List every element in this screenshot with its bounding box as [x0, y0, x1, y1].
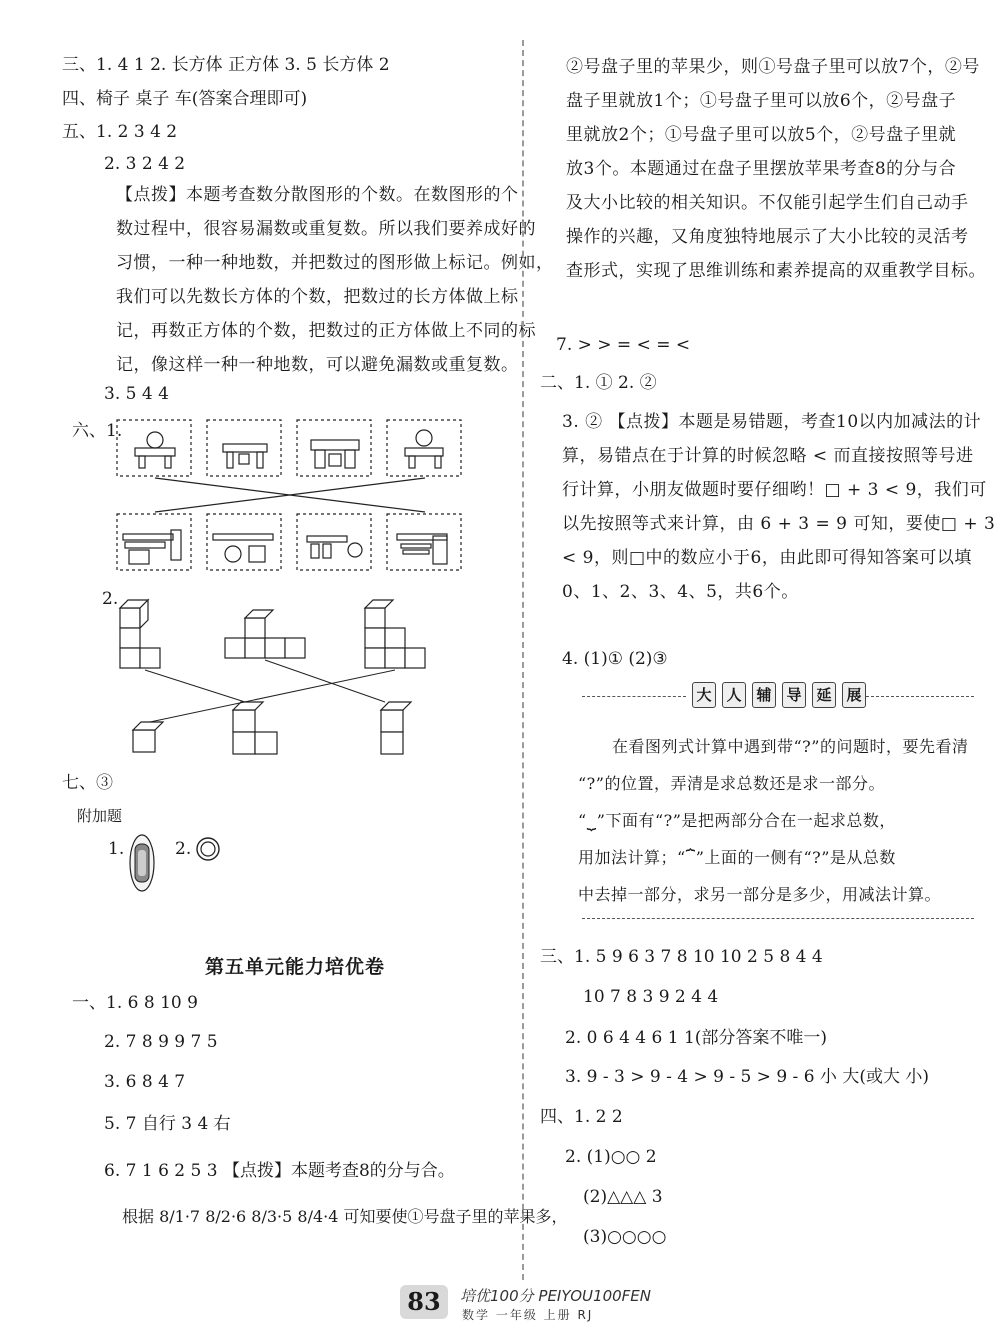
- unit5-line-5: 6. 7 1 6 2 5 3 【点拨】本题考查8的分与合。: [104, 1161, 455, 1181]
- unit5-line-4: 5. 7 自行 3 4 右: [104, 1114, 231, 1134]
- answer-line-r4-2-2: (2)△△△ 3: [583, 1187, 663, 1207]
- answer-line-7: 七、③: [62, 773, 113, 793]
- bonus-heading: 附加题: [77, 807, 123, 825]
- view-matching-figure: [115, 418, 470, 578]
- answer-line-r4: 4. (1)① (2)③: [562, 649, 668, 669]
- answer-line-r3-2: 2. 0 6 4 4 6 1 1(部分答案不唯一): [565, 1028, 828, 1048]
- answer-line-6-2: 2.: [102, 589, 119, 609]
- unit5-line-3: 3. 6 8 4 7: [104, 1072, 186, 1092]
- bonus-1-label: 1.: [108, 839, 125, 859]
- tip-paragraph-inequality: 3. ② 【点拨】本题是易错题，考查10以内加减法的计 算，易错点在于计算的时候忽略 < 而直接按照等号进 行计算，小朋友做题时要仔细哟！□ + 3 < 9，我们可 以先按照等式来计算，由 6 + 3 = 9 可知，要使□ + 3 < 9，则□中的数应小于6，由此即可得知答案可以填 0、1、2、3、4、5，共6个。: [562, 412, 996, 602]
- answer-line-5-2: 2. 3 2 4 2: [104, 154, 186, 174]
- explanation-paragraph-apples: ②号盘子里的苹果少，则①号盘子里可以放7个，②号 盘子里就放1个；①号盘子里可以放6个，②号盘子 里就放2个；①号盘子里可以放5个，②号盘子里就 放3个。本题通过在盘子里摆放苹果考查8的分与合 及大小比较的相关知识。不仅能引起学生们自己动手 操作的兴趣，又角度独特地展示了大小比较的灵活考 查形式，实现了思维训练和素养提高的双重教学目标。: [566, 57, 986, 281]
- answer-line-4: 四、椅子 桌子 车(答案合理即可): [62, 89, 308, 109]
- column-divider: [522, 40, 524, 1280]
- answer-line-r3-3: 3. 9 - 3 > 9 - 4 > 9 - 5 > 9 - 6 小 大(或大 小): [565, 1067, 929, 1087]
- answer-line-r4-1: 四、1. 2 2: [540, 1107, 623, 1127]
- unit5-line-1: 一、1. 6 8 10 9: [72, 993, 198, 1013]
- answer-line-r4-2-1: 2. (1)○○ 2: [565, 1147, 657, 1167]
- answer-line-r3-1b: 10 7 8 3 9 2 4 4: [583, 987, 719, 1007]
- answer-line-3: 三、1. 4 1 2. 长方体 正方体 3. 5 长方体 2: [62, 55, 390, 75]
- banner-title: 大 人 辅 导 延 展: [692, 682, 866, 708]
- parent-guide-text: 在看图列式计算中遇到带“?”的问题时，要先看清 “?”的位置，弄清是求总数还是求一部分。 “⏟”下面有“?”是把两部分合在一起求总数， 用加法计算；“⏞”上面的一侧有“?”是从总数 中去掉一部分，求另一部分是多少，用减法计算。: [578, 737, 969, 904]
- parent-guide-banner: [582, 680, 974, 712]
- battery-icon: [128, 832, 156, 894]
- brand-logo: 培优100分 PEIYOU100FEN: [460, 1287, 651, 1305]
- answer-line-r7: 7. > > = < = <: [556, 335, 691, 355]
- answer-line-r2: 二、1. ① 2. ②: [540, 373, 657, 393]
- unit5-line-2: 2. 7 8 9 9 7 5: [104, 1032, 218, 1052]
- answer-line-5-1: 五、1. 2 3 4 2: [62, 122, 178, 142]
- answer-line-5-3: 3. 5 4 4: [104, 384, 169, 404]
- ring-icon: [195, 836, 221, 862]
- cube-matching-figure: [115, 590, 445, 760]
- answer-line-r4-2-3: (3)○○○○: [583, 1227, 667, 1247]
- book-info: 数学 一年级 上册 RJ: [462, 1308, 594, 1322]
- page-number: 83: [400, 1285, 448, 1319]
- guide-bottom-rule: [582, 918, 974, 919]
- unit5-line-6: 根据 8/1·7 8/2·6 8/3·5 8/4·4 可知要使①号盘子里的苹果多，: [122, 1207, 568, 1226]
- bonus-2-label: 2.: [175, 839, 192, 859]
- answer-line-6-1: 六、1.: [72, 421, 123, 441]
- answer-line-r3-1: 三、1. 5 9 6 3 7 8 10 10 2 5 8 4 4: [540, 947, 823, 967]
- section-title: 第五单元能力培优卷: [205, 956, 386, 978]
- tip-paragraph-shapes: 【点拨】本题考查数分散图形的个数。在数图形的个 数过程中，很容易漏数或重复数。所以我们要养成好的 习惯，一种一种地数，并把数过的图形做上标记。例如， 我们可以先数长方体的个数，把数过的长方体做上标 记，再数正方体的个数，把数过的正方体做上不同的标 记，像这样一种一种地数，可以避免漏数或重复数。: [116, 185, 554, 375]
